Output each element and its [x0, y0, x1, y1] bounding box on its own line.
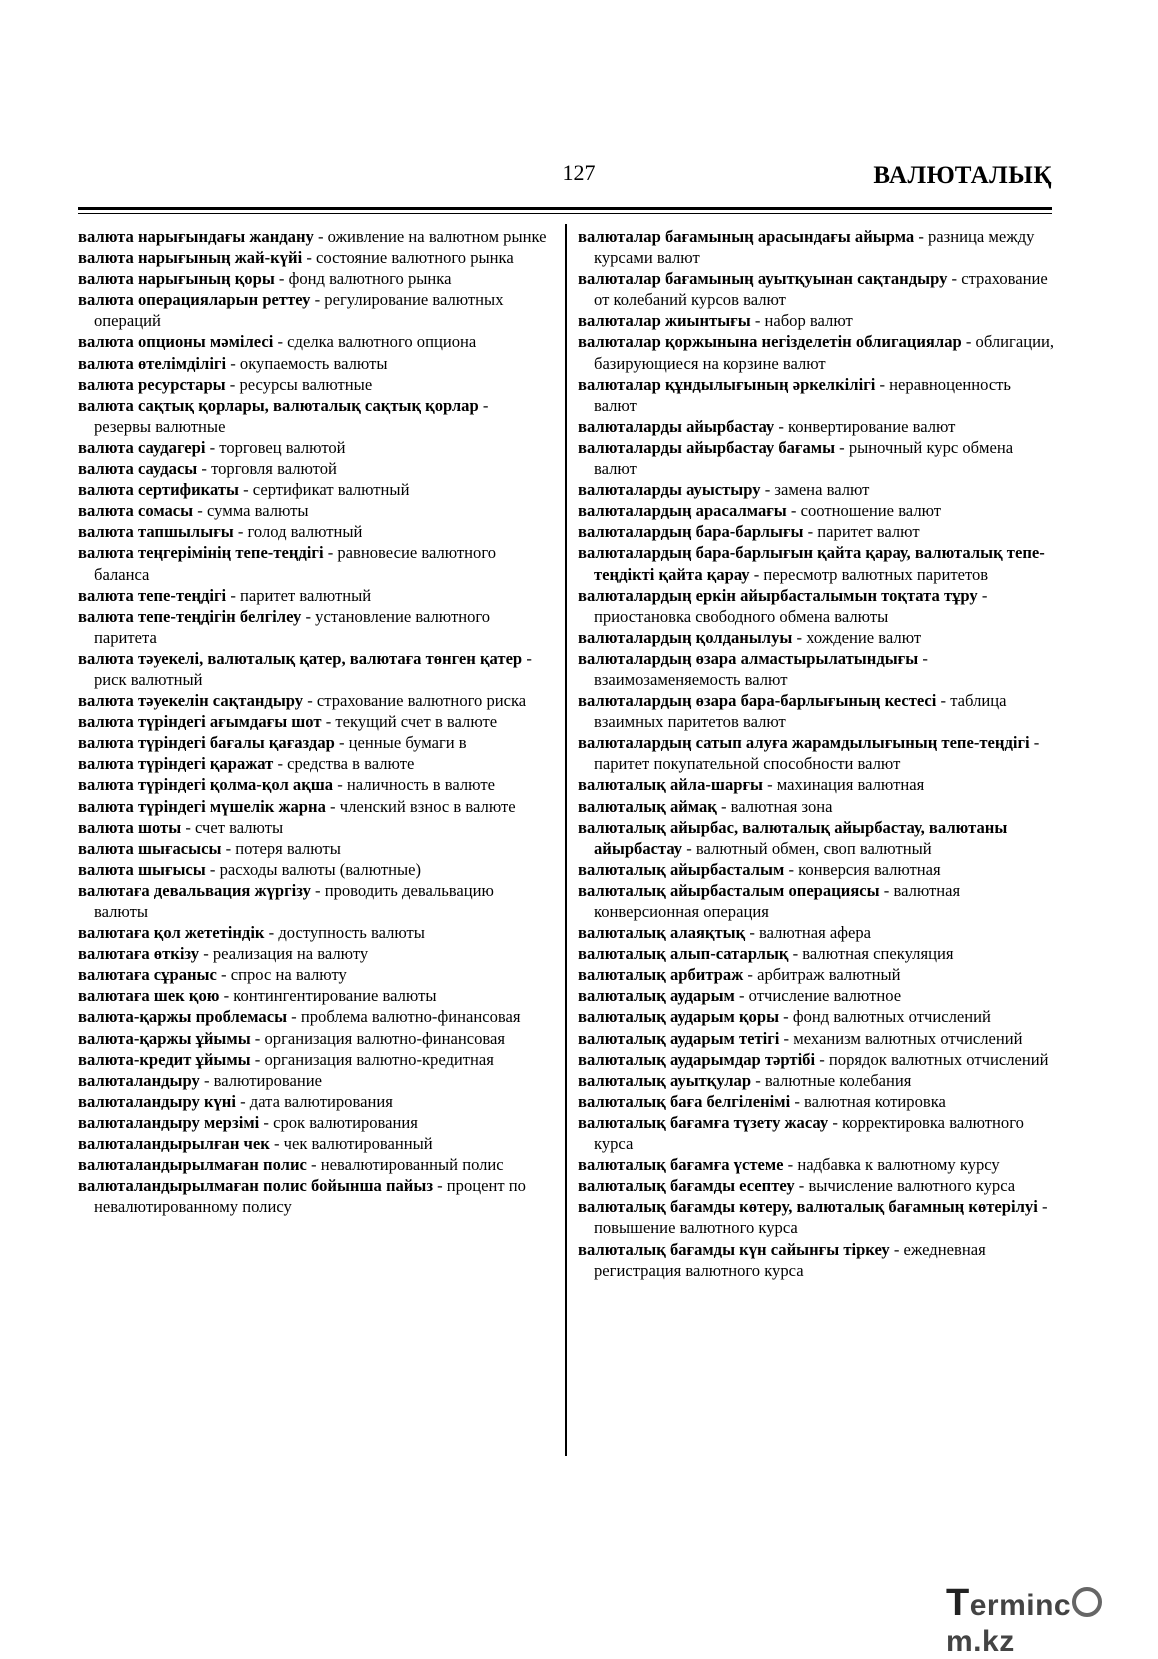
dictionary-entry [578, 774, 1054, 795]
entry-definition: - порядок валютных отчислений [815, 1049, 1049, 1069]
entry-definition: - арбитраж валютный [743, 965, 901, 985]
entry-term: валюта тепе-теңдігін белгілеу [78, 606, 302, 626]
dictionary-entry [578, 796, 1054, 817]
entry-definition: - корректировка валютного курса [594, 1112, 1024, 1154]
dictionary-entry [578, 437, 1054, 479]
dictionary-entry [78, 458, 548, 479]
entry-term: валюта-кредит ұйымы [78, 1049, 251, 1069]
entry-definition: - конвертирование валют [774, 416, 956, 436]
dictionary-entry [78, 1091, 548, 1112]
dictionary-entry [78, 964, 548, 985]
entry-term: валюталандырылмаған полис [78, 1155, 307, 1175]
entry-definition: - валютная спекуляция [788, 944, 954, 964]
entry-definition: - валютный обмен, своп валютный [682, 838, 932, 858]
entry-definition: - организация валютно-финансовая [250, 1028, 506, 1048]
watermark-logo: Termincm.kz [946, 1582, 1158, 1659]
entry-definition: - счет валюты [181, 817, 284, 837]
entry-definition: - организация валютно-кредитная [250, 1049, 494, 1069]
dictionary-entry [578, 648, 1054, 690]
entry-definition: - риск валютный [94, 648, 532, 689]
entry-definition: - реализация на валюту [199, 944, 369, 964]
dictionary-entry [78, 1006, 548, 1027]
header-rule-thin [78, 213, 1052, 214]
entry-definition: - контингентирование валюты [219, 986, 437, 1006]
dictionary-entry [78, 268, 548, 289]
entry-term: валюта тепе-теңдігі [78, 585, 227, 605]
dictionary-entry [578, 817, 1054, 859]
dictionary-entry [578, 943, 1054, 964]
dictionary-entry [78, 374, 548, 395]
page-number: 127 [562, 160, 596, 185]
entry-term: валюталық бағамды есептеу [578, 1176, 795, 1196]
entry-term: валюта өтелімділігі [78, 353, 227, 373]
entry-term: валюта саудасы [78, 459, 198, 479]
right-column [578, 226, 1054, 1281]
entry-definition: - торговля валютой [197, 459, 337, 479]
entry-definition: - проблема валютно-финансовая [287, 1007, 521, 1027]
dictionary-entry [78, 331, 548, 352]
dictionary-entry [578, 1049, 1054, 1070]
dictionary-entry [78, 226, 548, 247]
entry-definition: - валютирование [199, 1070, 323, 1090]
entry-term: валюталар бағамының арасындағы айырма [578, 227, 915, 246]
entry-definition: - доступность валюты [264, 923, 425, 943]
column-divider [565, 224, 567, 1456]
entry-term: валюталардың қолданылуы [578, 627, 793, 647]
entry-term: валютаға шек қою [78, 986, 220, 1006]
entry-definition: - конверсия валютная [784, 859, 941, 879]
entry-term: валюталық айла-шарғы [578, 775, 763, 795]
entry-term: валюталардың өзара бара-барлығының кестесі [578, 691, 937, 711]
entry-definition: - ценные бумаги в [334, 733, 467, 753]
dictionary-entry [78, 732, 548, 753]
dictionary-entry [78, 1175, 548, 1217]
entry-term: валюталарды ауыстыру [578, 480, 761, 500]
entry-term: валюталандыру мерзімі [78, 1112, 260, 1132]
entry-term: валюталардың бара-барлығын қайта қарау, валюталық тепе-теңдікті қайта қарау [578, 543, 1045, 584]
entry-definition: - соотношение валют [786, 501, 942, 521]
entry-term: валюта сомасы [78, 501, 194, 521]
dictionary-entry [578, 1154, 1054, 1175]
entry-definition: - паритет покупательной способности валют [594, 733, 1040, 774]
dictionary-entry [78, 838, 548, 859]
dictionary-entry [578, 416, 1054, 437]
entry-term: валюталар бағамының ауытқуынан сақтандыру [578, 269, 948, 289]
entry-term: валюта түріндегі ағымдағы шот [78, 712, 322, 732]
dictionary-entry [78, 1133, 548, 1154]
entry-term: валюта тәуекелі, валюталық қатер, валютаға төнген қатер [78, 648, 523, 668]
entry-definition: - валютная конверсионная операция [594, 880, 961, 921]
dictionary-entry [578, 331, 1054, 373]
entry-definition: - валютная котировка [790, 1091, 946, 1111]
entry-definition: - механизм валютных отчислений [779, 1028, 1023, 1048]
entry-definition: - валютные колебания [751, 1070, 912, 1090]
dictionary-entry [578, 1175, 1054, 1196]
entry-term: валюта нарығының қоры [78, 269, 275, 289]
entry-term: валюталық аймақ [578, 796, 717, 816]
entry-term: валюталардың өзара алмастырылатындығы [578, 648, 919, 668]
entry-definition: - замена валют [760, 480, 870, 500]
dictionary-entry [78, 859, 548, 880]
entry-definition: - процент по невалютированному полису [94, 1176, 526, 1217]
entry-term: валютаға қол жететіндік [78, 923, 265, 943]
dictionary-entry [578, 374, 1054, 416]
dictionary-entry [78, 985, 548, 1006]
entry-term: валюта-қаржы ұйымы [78, 1028, 251, 1048]
dictionary-entry [78, 585, 548, 606]
entry-definition: - вычисление валютного курса [794, 1176, 1016, 1196]
dictionary-entry [578, 268, 1054, 310]
entry-definition: - таблица взаимных паритетов валют [594, 691, 1007, 732]
entry-term: валюталандыру [78, 1070, 200, 1090]
entry-definition: - фонд валютного рынка [274, 269, 452, 289]
entry-term: валюта сертификаты [78, 480, 239, 500]
header-rule-thick [78, 207, 1052, 210]
entry-definition: - резервы валютные [94, 395, 489, 436]
entry-definition: - наличность в валюте [333, 775, 495, 795]
entry-definition: - проводить девальвацию валюты [94, 880, 494, 921]
entry-definition: - взаимозаменяемость валют [594, 648, 928, 689]
entry-term: валюталық бағамға үстеме [578, 1155, 784, 1175]
entry-term: валюталық аударым қоры [578, 1007, 780, 1027]
dictionary-entry [578, 542, 1054, 584]
entry-definition: - невалютированный полис [306, 1155, 504, 1175]
dictionary-entry [578, 732, 1054, 774]
running-head: ВАЛЮТАЛЫҚ [873, 162, 1052, 189]
dictionary-entry [578, 1091, 1054, 1112]
entry-term: валютаға өткізу [78, 944, 200, 964]
entry-definition: - валютная афера [745, 923, 872, 943]
entry-definition: - надбавка к валютному курсу [783, 1155, 1000, 1175]
dictionary-entry [78, 479, 548, 500]
entry-term: валюта тапшылығы [78, 522, 234, 542]
entry-term: валюталық айырбас, валюталық айырбастау, валютаны айырбастау [578, 817, 1008, 858]
entry-definition: - страхование от колебаний курсов валют [594, 269, 1048, 310]
entry-definition: - ресурсы валютные [225, 374, 373, 394]
dictionary-entry [578, 859, 1054, 880]
dictionary-entry [78, 648, 548, 690]
entry-term: валюталардың еркін айырбасталымын тоқтата тұру [578, 585, 978, 605]
entry-definition: - сертификат валютный [238, 480, 410, 500]
entry-term: валюта сақтық қорлары, валюталық сақтық қорлар [78, 395, 479, 415]
entry-definition: - срок валютирования [259, 1112, 418, 1132]
entry-term: валюталандыру күні [78, 1091, 236, 1111]
entry-term: валюталар құндылығының әркелкілігі [578, 374, 876, 394]
dictionary-entry [78, 353, 548, 374]
entry-term: валюта операцияларын реттеу [78, 290, 311, 310]
entry-definition: - отчисление валютное [734, 986, 902, 1006]
entry-definition: - состояние валютного рынка [302, 248, 514, 268]
entry-term: валюталық аударымдар тәртібі [578, 1049, 816, 1069]
entry-definition: - облигации, базирующиеся на корзине валют [594, 332, 1054, 373]
entry-term: валюта ресурстары [78, 374, 226, 394]
dictionary-entry [78, 247, 548, 268]
entry-term: валюта шығысы [78, 859, 206, 879]
dictionary-entry [578, 922, 1054, 943]
dictionary-entry [78, 521, 548, 542]
entry-term: валюта саудагері [78, 437, 206, 457]
entry-definition: - потеря валюты [221, 838, 341, 858]
entry-definition: - рыночный курс обмена валют [594, 437, 1014, 479]
dictionary-entry [78, 542, 548, 584]
entry-term: валюта шығасысы [78, 838, 222, 858]
entry-definition: - средства в валюте [273, 754, 415, 774]
entry-definition: - дата валютирования [235, 1091, 393, 1111]
entry-definition: - разница между курсами валют [594, 227, 1035, 268]
entry-term: валюталық алып-сатарлық [578, 944, 789, 964]
entry-definition: - махинация валютная [762, 775, 925, 795]
entry-term: валюталарды айырбастау бағамы [578, 437, 836, 457]
dictionary-entry [578, 500, 1054, 521]
entry-term: валюта шоты [78, 817, 182, 837]
entry-term: валюта тәуекелін сақтандыру [78, 691, 304, 711]
entry-definition: - чек валютированный [269, 1134, 433, 1154]
entry-definition: - спрос на валюту [216, 965, 347, 985]
entry-term: валюта түріндегі қаражат [78, 754, 274, 774]
entry-definition: - ежедневная регистрация валютного курса [594, 1239, 986, 1280]
entry-definition: - страхование валютного риска [303, 691, 527, 711]
entry-term: валюта-қаржы проблемасы [78, 1007, 288, 1027]
entry-term: валюталық айырбасталым [578, 859, 785, 879]
dictionary-entry [78, 289, 548, 331]
circle-o-icon [1072, 1587, 1102, 1617]
dictionary-entry [78, 774, 548, 795]
dictionary-entry [578, 985, 1054, 1006]
entry-term: валюталық алаяқтық [578, 923, 746, 943]
dictionary-entry [578, 880, 1054, 922]
entry-term: валюталарды айырбастау [578, 416, 775, 436]
entry-term: валюталандырылмаған полис бойынша пайыз [78, 1176, 433, 1196]
entry-term: валюталық аударым тетігі [578, 1028, 780, 1048]
dictionary-entry [578, 1196, 1054, 1238]
entry-term: валюталардың сатып алуға жарамдылығының тепе-теңдігі [578, 733, 1030, 753]
dictionary-entry [78, 711, 548, 732]
entry-term: валюталық ауытқулар [578, 1070, 752, 1090]
entry-definition: - повышение валютного курса [594, 1197, 1048, 1238]
entry-term: валютаға девальвация жүргізу [78, 880, 311, 900]
dictionary-entry [78, 606, 548, 648]
dictionary-entry [78, 753, 548, 774]
dictionary-entry [78, 1154, 548, 1175]
dictionary-entry [78, 943, 548, 964]
entry-definition: - сумма валюты [193, 501, 309, 521]
entry-definition: - фонд валютных отчислений [779, 1007, 991, 1027]
dictionary-entry [78, 1028, 548, 1049]
entry-term: валюта нарығының жай-күйі [78, 248, 303, 268]
entry-definition: - паритет валютный [226, 585, 372, 605]
dictionary-entry [78, 500, 548, 521]
entry-definition: - пересмотр валютных паритетов [749, 564, 989, 584]
entry-term: валюта нарығындағы жандану [78, 227, 314, 246]
entry-term: валюталық бағамды күн сайынғы тіркеу [578, 1239, 890, 1259]
entry-definition: - торговец валютой [205, 437, 346, 457]
entry-term: валюталар жиынтығы [578, 311, 751, 331]
dictionary-entry [78, 395, 548, 437]
entry-term: валюталандырылған чек [78, 1134, 270, 1154]
entry-definition: - сделка валютного опциона [273, 332, 477, 352]
dictionary-entry [578, 1112, 1054, 1154]
entry-definition: - расходы валюты (валютные) [205, 859, 422, 879]
dictionary-entry [578, 226, 1054, 268]
dictionary-entry [78, 1049, 548, 1070]
dictionary-entry [78, 1112, 548, 1133]
entry-term: валюталар қоржынына негізделетін облигациялар [578, 332, 962, 352]
left-column [78, 226, 548, 1217]
entry-term: валюталық арбитраж [578, 965, 744, 985]
dictionary-entry [578, 1239, 1054, 1281]
dictionary-entry [578, 1070, 1054, 1091]
entry-definition: - паритет валют [803, 522, 920, 542]
dictionary-entry [578, 521, 1054, 542]
entry-term: валюталық айырбасталым операциясы [578, 880, 880, 900]
dictionary-entry [578, 310, 1054, 331]
dictionary-entry [78, 817, 548, 838]
entry-definition: - оживление на валютном рынке [313, 227, 547, 246]
dictionary-entry [578, 964, 1054, 985]
dictionary-entry [78, 922, 548, 943]
entry-term: валюта опционы мәмілесі [78, 332, 274, 352]
dictionary-entry [78, 437, 548, 458]
dictionary-entry [578, 1006, 1054, 1027]
entry-term: валюта түріндегі бағалы қағаздар [78, 733, 335, 753]
dictionary-entry [578, 627, 1054, 648]
dictionary-entry [578, 585, 1054, 627]
entry-term: валюталардың бара-барлығы [578, 522, 804, 542]
dictionary-entry [578, 690, 1054, 732]
dictionary-entry [578, 479, 1054, 500]
entry-definition: - текущий счет в валюте [321, 712, 498, 732]
entry-definition: - голод валютный [233, 522, 363, 542]
entry-term: валюта түріндегі қолма-қол ақша [78, 775, 334, 795]
entry-term: валюталардың арасалмағы [578, 501, 787, 521]
entry-definition: - равновесие валютного баланса [94, 543, 497, 584]
entry-term: валюталық баға белгіленімі [578, 1091, 791, 1111]
dictionary-entry [78, 796, 548, 817]
dictionary-entry [578, 1028, 1054, 1049]
dictionary-entry [78, 880, 548, 922]
entry-term: валюталық бағамға түзету жасау [578, 1112, 829, 1132]
entry-definition: - членский взнос в валюте [325, 796, 516, 816]
entry-definition: - неравноценность валют [594, 374, 1012, 415]
entry-term: валюталық бағамды көтеру, валюталық бағамның көтерілуі [578, 1197, 1038, 1217]
dictionary-entry [78, 690, 548, 711]
entry-definition: - приостановка свободного обмена валюты [594, 585, 988, 626]
entry-definition: - хождение валют [792, 627, 922, 647]
entry-term: валюта теңгерімінің тепе-теңдігі [78, 543, 324, 563]
entry-term: валюталық аударым [578, 986, 735, 1006]
entry-term: валюта түріндегі мүшелік жарна [78, 796, 326, 816]
entry-definition: - установление валютного паритета [94, 606, 491, 647]
entry-definition: - регулирование валютных операций [94, 290, 504, 331]
entry-term: валютаға сұраныс [78, 965, 217, 985]
entry-definition: - окупаемость валюты [226, 353, 388, 373]
entry-definition: - набор валют [750, 311, 853, 331]
entry-definition: - валютная зона [716, 796, 833, 816]
dictionary-entry [78, 1070, 548, 1091]
